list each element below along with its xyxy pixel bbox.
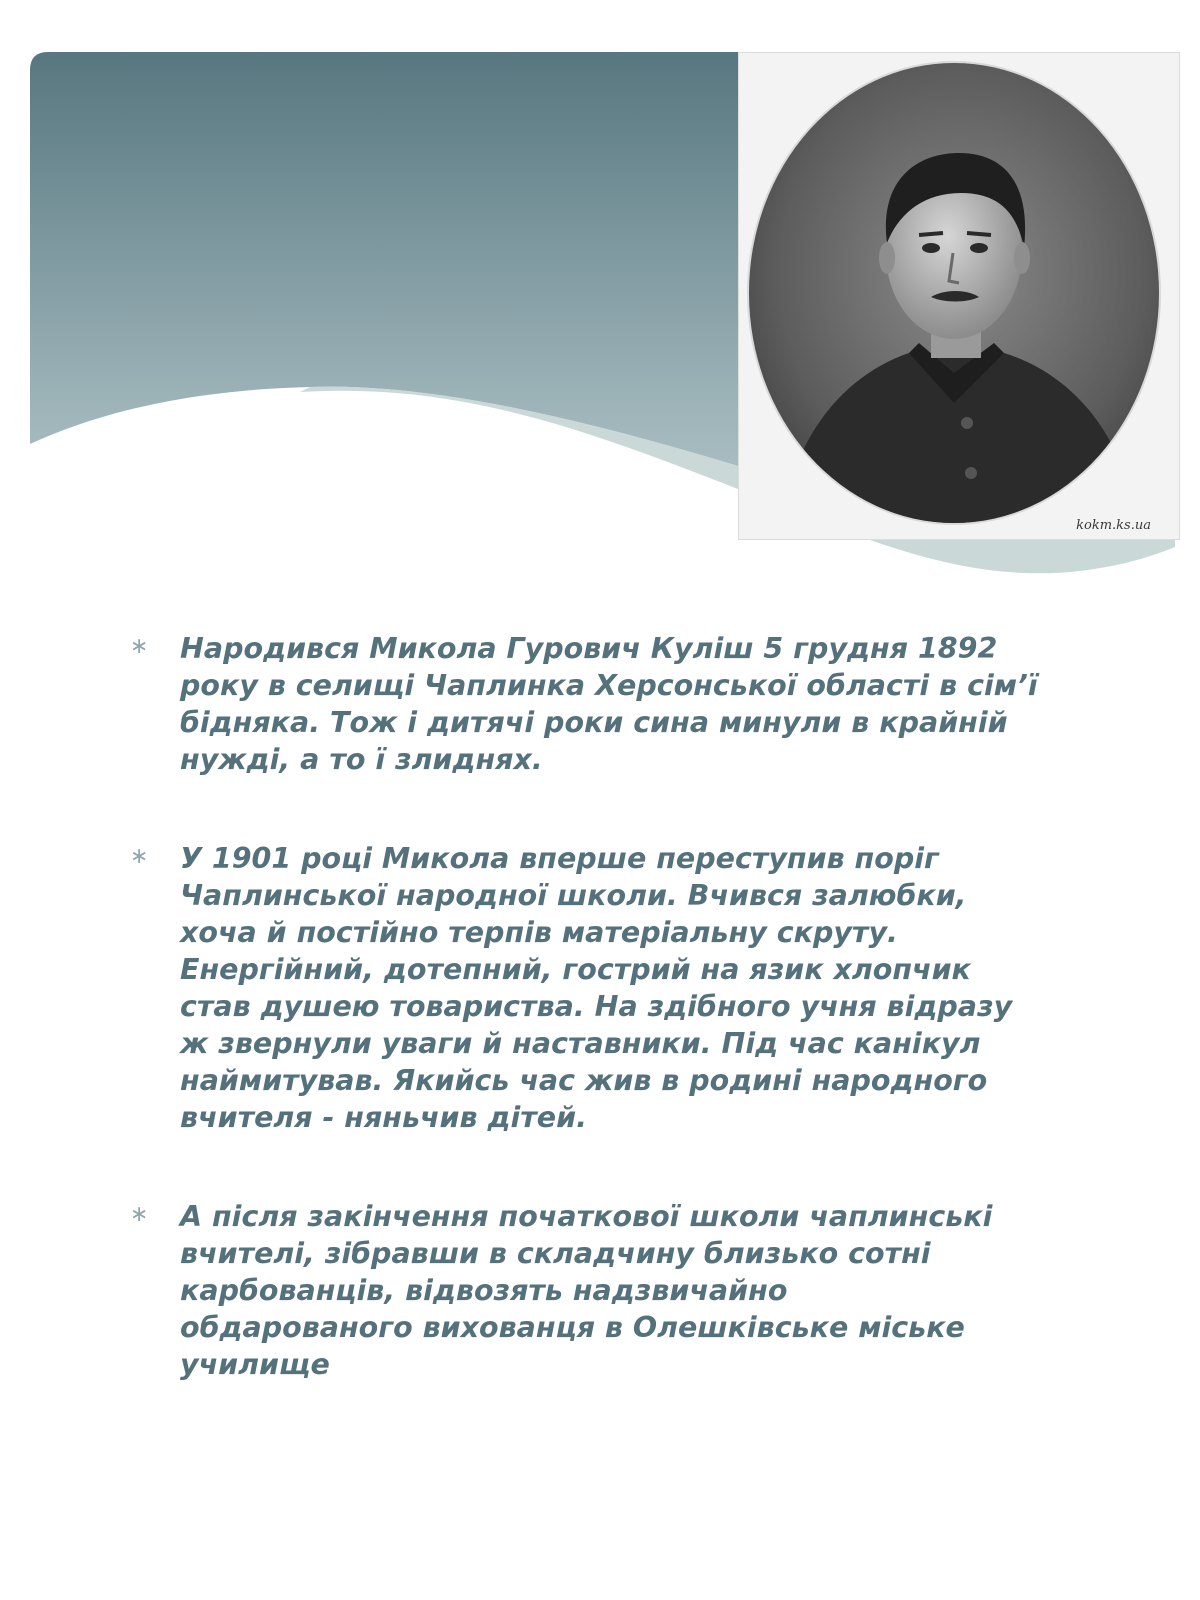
bullet-item-3 (130, 1198, 1090, 1383)
bullet-item-1 (130, 630, 1090, 778)
photo-watermark: kokm.ks.ua (1076, 518, 1151, 533)
bullet-item-2 (130, 840, 1090, 1136)
portrait-illustration (739, 53, 1180, 540)
bullet-text: Народився Микола Гурович Куліш 5 грудня 1892 року в селищі Чаплинка Херсонської області в сім’ї бідняка. Тож і дитячі роки сина минули в крайній нужді, а то ї злиднях. (180, 632, 1038, 776)
asterisk-bullet-icon: ∗ (130, 634, 149, 659)
bullet-text: У 1901 році Микола вперше переступив поріг Чаплинської народної школи. Вчився залюбки, хоча й постійно терпів матеріальну скруту. Енергійний, дотепний, гострий на язик хлопчик став душею товариства. На здібного учня відразу ж звернули уваги й наставники. Під час канікул наймитував. Якийсь час жив в родині народного вчителя - няньчив дітей. (180, 842, 1013, 1134)
portrait-photo (738, 52, 1180, 540)
asterisk-bullet-icon: ∗ (130, 844, 149, 869)
bullet-list (130, 630, 1090, 1445)
bullet-text: А після закінчення початкової школи чаплинські вчителі, зібравши в складчину близько сотні карбованців, відвозять надзвичайно обдарованого вихованця в Олешківське міське училище (180, 1200, 993, 1381)
asterisk-bullet-icon: ∗ (130, 1202, 149, 1227)
